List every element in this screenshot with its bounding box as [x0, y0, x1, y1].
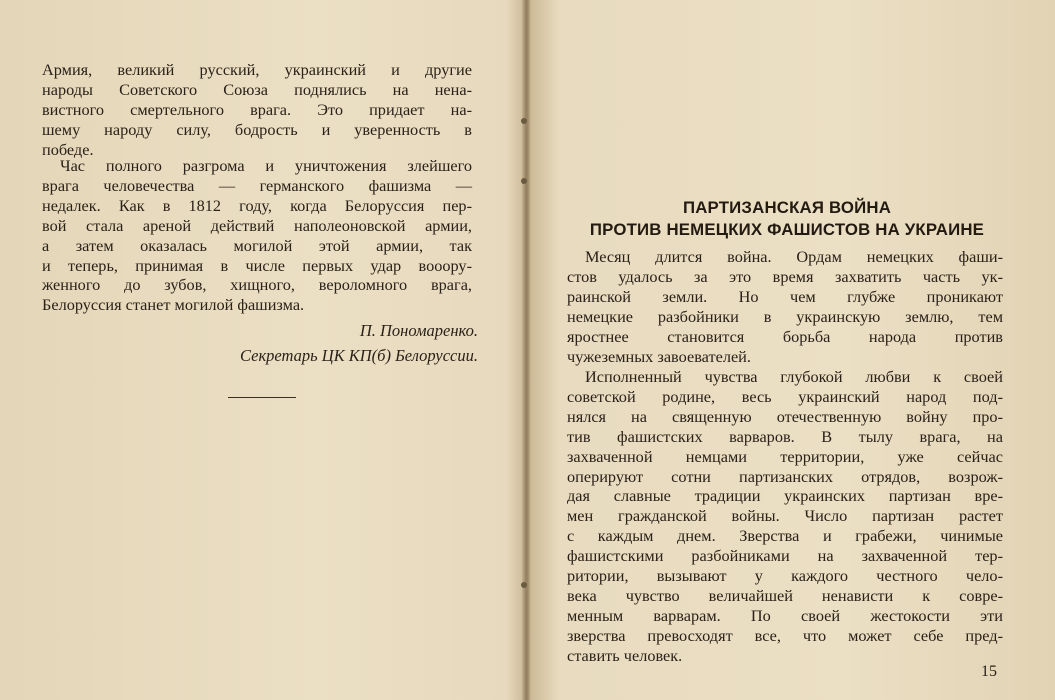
text-line: Час полного разгрома и уничтожения злейшего [60, 156, 472, 175]
signature-name: П. Пономаренко. [359, 321, 478, 340]
text-line: с каждым днем. Зверства и грабежи, чинимые [567, 526, 1003, 546]
text-line: зверства превосходят все, что может себе пред- [567, 625, 1003, 645]
text-line: дая славные традиции украинских партизан вре- [567, 486, 1003, 506]
text-line: и теперь, принимая в числе первых удар вооору- [42, 255, 472, 275]
text-line: шему народу силу, бодрость и уверенность в [42, 119, 472, 139]
text-line: женного до зубов, хищного, вероломного врага, [42, 275, 472, 295]
text-line: яростнее становится борьба народа против [567, 326, 1003, 346]
left-page [0, 0, 525, 700]
article-title-line-1: ПАРТИЗАНСКАЯ ВОЙНА [682, 198, 892, 217]
text-line: чужеземных завоевателей. [567, 346, 751, 366]
article-title-line-2: ПРОТИВ НЕМЕЦКИХ ФАШИСТОВ НА УКРАИНЕ [589, 220, 985, 239]
separator-rule [228, 397, 296, 398]
text-line: Армия, великий русский, украинский и другие [42, 60, 472, 79]
text-line: немецкие разбойники в украинскую землю, тем [567, 306, 1003, 326]
text-line: вистного смертельного врага. Это придает на- [42, 99, 472, 119]
text-line: века чувство величайшей ненависти к совре- [567, 585, 1003, 605]
text-line: победе. [42, 139, 94, 159]
right-page [527, 0, 1055, 700]
text-line: раинской земли. Но чем глубже проникают [567, 286, 1003, 306]
text-line: оперируют сотни партизанских отрядов, возрож- [567, 466, 1003, 486]
text-line: советской родине, весь украинский народ под- [567, 386, 1003, 406]
left-paragraph-2 [42, 156, 472, 315]
text-line: фашистскими разбойниками на захваченной тер- [567, 546, 1003, 566]
left-paragraph-1 [42, 60, 472, 160]
right-paragraph-1 [567, 247, 1003, 366]
text-line: ритории, вызывают у каждого честного чело- [567, 566, 1003, 586]
text-line: нялся на священную отечественную войну про- [567, 406, 1003, 426]
page-number: 15 [981, 663, 997, 680]
text-line: а затем оказалась могилой этой армии, так [42, 235, 472, 255]
text-line: тив фашистских варваров. В тылу врага, на [567, 426, 1003, 446]
text-line: ставить человек. [567, 645, 683, 665]
text-line: недалек. Как в 1812 году, когда Белоруссия пер- [42, 195, 472, 215]
text-line: захваченной немцами территории, уже сейчас [567, 446, 1003, 466]
text-line: мен гражданской войны. Число партизан растет [567, 506, 1003, 526]
text-line: врага человечества — германского фашизма — [42, 175, 472, 195]
text-line: вой стала ареной действий наполеоновской армии, [42, 215, 472, 235]
signature-title: Секретарь ЦК КП(б) Белоруссии. [240, 346, 478, 365]
right-paragraph-2 [567, 367, 1003, 666]
text-line: Исполненный чувства глубокой любви к своей [585, 367, 1003, 386]
text-line: стов удалось за это время захватить часть ук- [567, 266, 1003, 286]
text-line: Месяц длится война. Ордам немецких фаши- [585, 247, 1003, 266]
text-line: народы Советского Союза поднялись на нена- [42, 79, 472, 99]
text-line: Белоруссия станет могилой фашизма. [42, 295, 305, 315]
text-line: менным варварам. По своей жестокости эти [567, 605, 1003, 625]
